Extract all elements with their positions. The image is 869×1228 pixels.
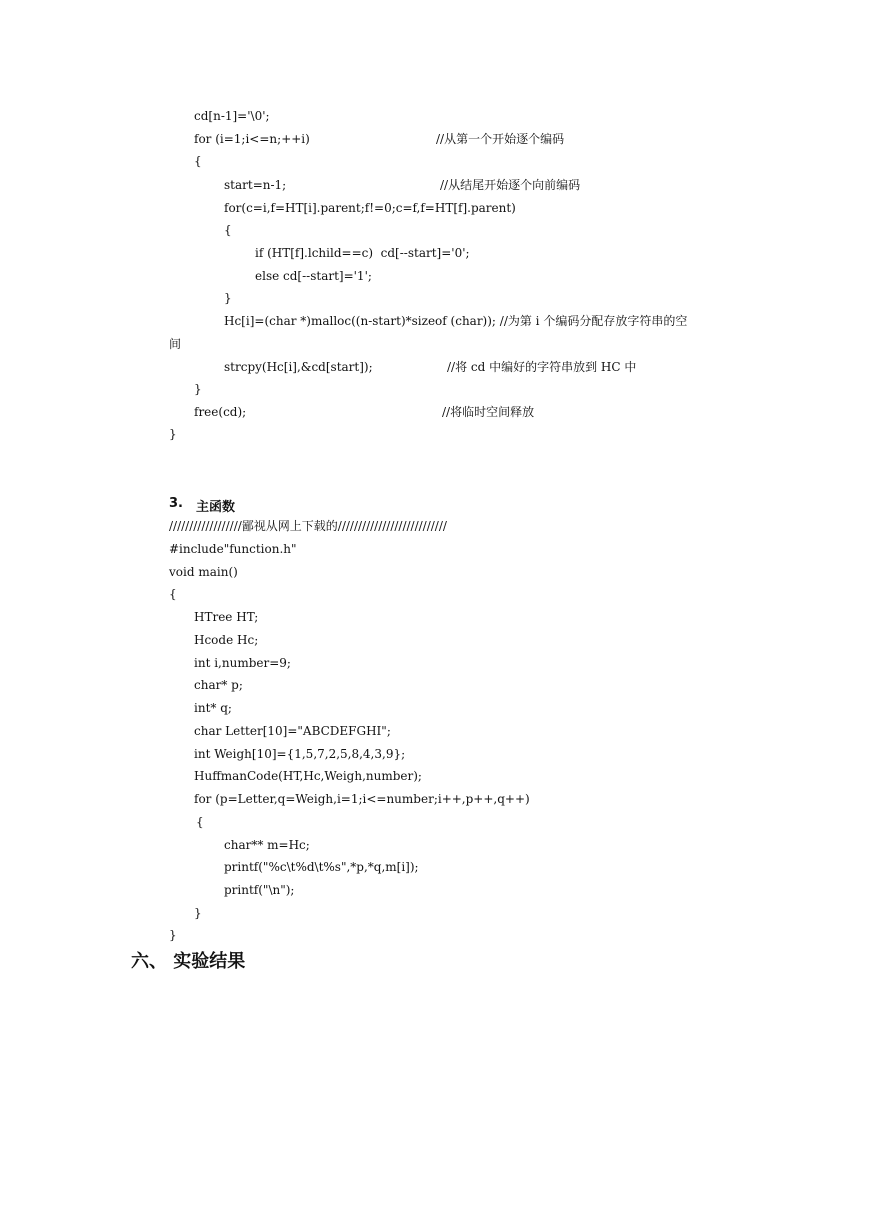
code-line: strcpy(Hc[i],&cd[start]); — [224, 360, 373, 374]
code-line: { — [169, 587, 177, 601]
code-line: int Weigh[10]={1,5,7,2,5,8,4,3,9}; — [194, 747, 406, 761]
code-line: #include"function.h" — [169, 542, 297, 556]
code-line: { — [224, 223, 232, 237]
section-title: 主函数 — [196, 500, 236, 515]
code-line: } — [194, 382, 202, 396]
code-line: char* p; — [194, 678, 243, 692]
code-line: cd[n-1]='\0'; — [194, 109, 270, 123]
code-line: for(c=i,f=HT[i].parent;f!=0;c=f,f=HT[f].parent) — [224, 201, 516, 215]
code-line: int* q; — [194, 701, 232, 715]
code-line: else cd[--start]='1'; — [255, 269, 372, 283]
section-number: 3. — [169, 496, 183, 511]
code-line: printf("\n"); — [224, 883, 295, 897]
code-line: HTree HT; — [194, 610, 259, 624]
code-line: } — [169, 427, 177, 441]
chapter-heading: 六、 实验结果 — [131, 951, 246, 972]
code-line: char** m=Hc; — [224, 838, 310, 852]
code-line: start=n-1; — [224, 178, 287, 192]
code-comment: //将 cd 中编好的字符串放到 HC 中 — [447, 360, 637, 374]
code-line: printf("%c\t%d\t%s",*p,*q,m[i]); — [224, 860, 419, 874]
code-line: //////////////////鄙视从网上下载的/////////////////////////// — [169, 519, 447, 533]
code-line: free(cd); — [194, 405, 247, 419]
code-line: for (p=Letter,q=Weigh,i=1;i<=number;i++,p++,q++) — [194, 792, 530, 806]
code-comment: //将临时空间释放 — [442, 405, 535, 419]
code-line: } — [224, 291, 232, 305]
code-line: HuffmanCode(HT,Hc,Weigh,number); — [194, 769, 422, 783]
code-line: { — [196, 815, 204, 829]
code-line: } — [169, 928, 177, 942]
code-line: Hc[i]=(char *)malloc((n-start)*sizeof (char)); //为第 i 个编码分配存放字符串的空 — [224, 314, 688, 328]
code-line: int i,number=9; — [194, 656, 291, 670]
code-line: } — [194, 906, 202, 920]
code-line: if (HT[f].lchild==c) cd[--start]='0'; — [255, 246, 470, 260]
code-comment: //从第一个开始逐个编码 — [436, 132, 565, 146]
code-line: char Letter[10]="ABCDEFGHI"; — [194, 724, 391, 738]
code-line: for (i=1;i<=n;++i) — [194, 132, 310, 146]
code-line: { — [194, 154, 202, 168]
code-line: Hcode Hc; — [194, 633, 259, 647]
code-line: void main() — [169, 565, 238, 579]
code-comment: //从结尾开始逐个向前编码 — [440, 178, 581, 192]
code-line: 间 — [169, 337, 182, 351]
